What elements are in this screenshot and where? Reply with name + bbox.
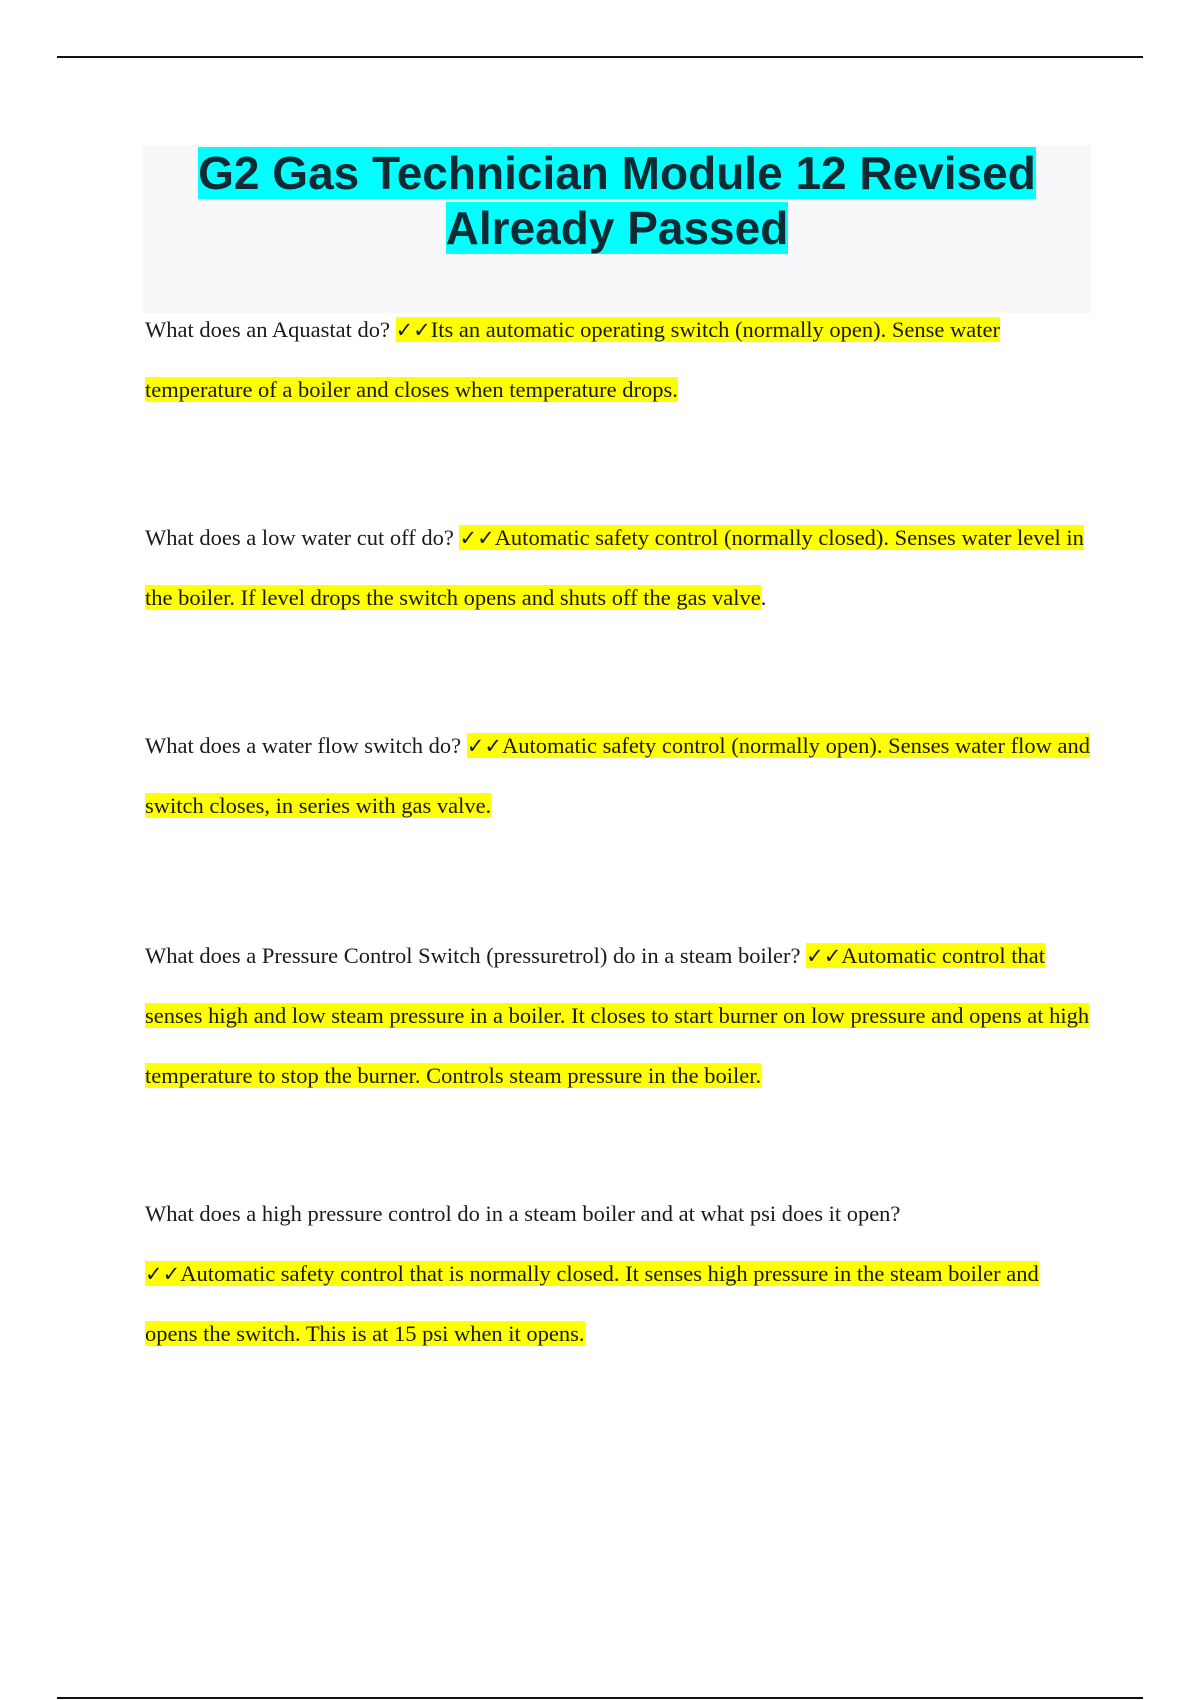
title-line-2: Already Passed bbox=[445, 202, 789, 254]
page-title bbox=[143, 145, 1091, 256]
question-text: What does a high pressure control do in a steam boiler and at what psi does it open? bbox=[145, 1201, 901, 1226]
check-icon: ✓✓ bbox=[466, 734, 502, 758]
answer-text: Automatic safety control (normally open). Senses water flow and switch closes, in series with gas valve. bbox=[145, 733, 1090, 818]
qa-item-high-pressure-control bbox=[145, 1184, 1090, 1364]
answer-text: Automatic control that senses high and low steam pressure in a boiler. It closes to start burner on low pressure and opens at high temperature to stop the burner. Controls steam pressure in the boiler. bbox=[145, 943, 1090, 1088]
qa-item-aquastat bbox=[145, 300, 1090, 420]
check-icon: ✓✓ bbox=[806, 944, 842, 968]
question-text: What does a Pressure Control Switch (pressuretrol) do in a steam boiler? bbox=[145, 943, 801, 968]
check-icon: ✓✓ bbox=[459, 526, 495, 550]
answer-highlight bbox=[145, 1261, 1039, 1346]
answer-text: Automatic safety control (normally closed). Senses water level in the boiler. If level drops the switch opens and shuts off the gas valve bbox=[145, 525, 1084, 610]
answer-text: Automatic safety control that is normally closed. It senses high pressure in the steam boiler and opens the switch. This is at 15 psi when it opens. bbox=[145, 1261, 1039, 1346]
header-rule bbox=[57, 56, 1143, 58]
question-text: What does a low water cut off do? bbox=[145, 525, 454, 550]
title-banner bbox=[143, 145, 1091, 313]
qa-item-low-water-cut-off: What does a low water cut off do? ✓✓Automatic safety control (normally closed). Senses water level in the boiler. If level drops the switch opens and shuts off the gas valve. bbox=[145, 525, 1084, 610]
check-icon: ✓✓ bbox=[145, 1262, 181, 1286]
question-text: What does a water flow switch do? bbox=[145, 733, 462, 758]
qa-item-pressuretrol bbox=[145, 926, 1090, 1106]
footer-rule bbox=[57, 1697, 1143, 1699]
answer-text: Its an automatic operating switch (normally open). Sense water temperature of a boiler and closes when temperature drops. bbox=[145, 317, 1000, 402]
title-line-1: G2 Gas Technician Module 12 Revised bbox=[198, 147, 1036, 199]
qa-item-water-flow-switch bbox=[145, 716, 1090, 836]
question-text: What does an Aquastat do? bbox=[145, 317, 390, 342]
check-icon: ✓✓ bbox=[395, 318, 431, 342]
